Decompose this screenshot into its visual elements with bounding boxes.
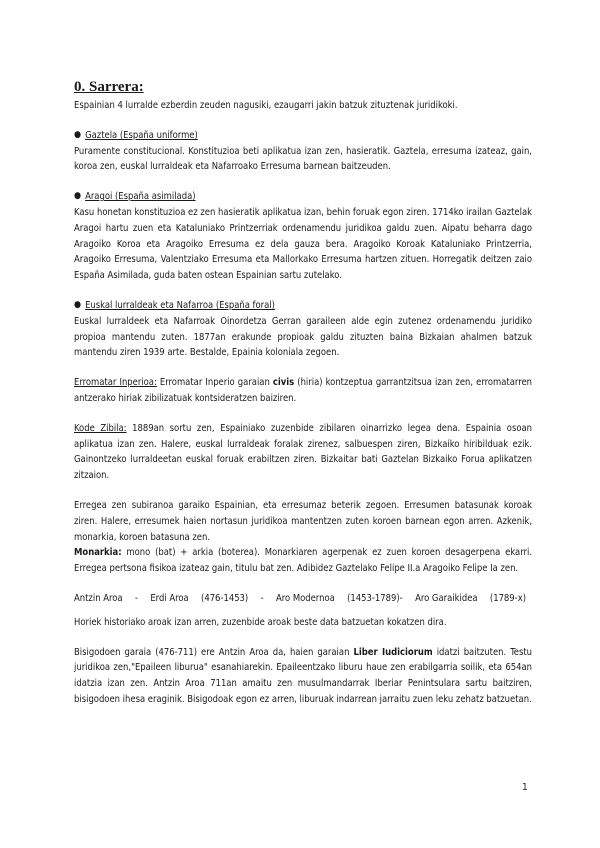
page-content <box>74 78 532 708</box>
age-item: (476-1453) <box>201 592 249 604</box>
roman-empire-text: Erromatar Inperio garaian <box>156 377 273 389</box>
intro-paragraph: Espainian 4 lurralde ezberdin zeuden nagusiki, ezaugarri jakin batzuk zituztenak juridikoki. <box>74 100 458 111</box>
section-heading-text: Gaztela (España uniforme) <box>85 129 198 141</box>
ages-note: Horiek historiako aroak izan arren, zuzenbide aroak beste data batzuetan kokatzen dira. <box>74 616 447 628</box>
monarchy-paragraph-2 <box>74 545 532 577</box>
historical-ages-line <box>74 591 526 607</box>
age-item: Aro Modernoa <box>275 592 335 604</box>
monarchy-text: mono (bat) + arkia (boterea). Monarkiaren agerpenak ez zuen koroen desagerpena ekarri. Erregea pertsona fisikoa izateaz gain, titulu bat zen. Adibidez Gaztelako Felipe II.a Aragoiko Felipe Ia zen. <box>74 547 532 575</box>
civis-term: civis <box>272 377 295 389</box>
liber-iudiciorum-term: Liber Iudiciorum <box>353 646 433 658</box>
civil-code-text: 1889an sortu zen, Espainiako zuzenbide zibilaren oinarrizko legea dena. Espainia osoan aplikatua izan zen. Halere, euskal lurraldeak foralak zirenez, salbuespen ziren, Bizkaiko hiribilduak ezik. Gainontzeko lurraldeetan euskal foruak erabiltzen ziren. Bizkaitar bati Gaztelan Bizkaiko Forua aplikatzen zitzaion. <box>74 422 533 482</box>
age-item: (1789-x) <box>489 592 526 604</box>
age-item: - <box>134 592 138 604</box>
section-heading-text: Euskal lurraldeak eta Nafarroa (España foral) <box>85 299 275 311</box>
page-number: 1 <box>522 782 528 793</box>
roman-empire-label: Erromatar Inperioa: <box>74 377 157 389</box>
age-item: Aro Garaikidea <box>415 592 478 604</box>
section-body-euskal: Euskal lurraldeek eta Nafarroak Oinordetza Gerran garaileen alde egin zutenez ordenamendu juridiko propioa mantendu zuten. 1877an erakunde propioak galdu zituzten baina Bizkaian ahalmen batzuk mantendu ziren 1939 arte. Bestalde, Epainia koloniala zegoen. <box>74 315 532 359</box>
visigoths-text: Bisigodoen garaia (476-711) ere Antzin Aroa da, haien garaian <box>74 646 354 658</box>
age-item: (1453-1789)- <box>347 592 403 604</box>
visigoths-paragraph <box>74 645 532 708</box>
age-item: Erdi Aroa <box>150 592 189 604</box>
roman-empire-text-rest: (hiria) kontzeptua garrantzitsua izan zen, erromatarren antzerako hiriak zibilizatuak kontsideratzen baiziren. <box>74 377 533 404</box>
roman-empire-paragraph <box>74 375 532 407</box>
section-heading-aragoi <box>74 189 532 205</box>
monarchy-paragraph-1: Erregea zen subiranoa garaiko Espainian, eta erresumaz beterik zegoen. Erresumen batasunak koroak ziren. Halere, erresumek haien nortasun juridikoa mantentzen zuten koroen barnean egon arren. Azkenik, monarkia, koroen batasuna zen. <box>74 499 532 543</box>
page-title: 0. Sarrera: <box>74 79 144 95</box>
visigoths-text-rest: idatzi baitzuten. Testu juridikoa zen,"Epaileen liburua" esanahiarekin. Epaileentzako liburu haue zen erabilgarria soilik, eta 654an idatzia izan zen. Antzin Aroa 711an amaitu zen musulmandarrak Iberiar Penintsulara sartu baitziren, bisigodoen ihesa eraginik. Bisigodoak egon ez arren, liburuak indarrean jarraitu zuen leku zehatz batzuetan. <box>74 646 533 705</box>
section-body-gaztela: Puramente constitucional. Konstituzioa beti aplikatua izan zen, hasieratik. Gaztela, erresuma izateaz, gain, koroa zen, euskal lurraldeak eta Nafarroako Erresuma barnean baitzeuden. <box>74 145 532 173</box>
civil-code-label: Kode Zibila: <box>74 422 127 434</box>
section-heading-text: Aragoi (España asimilada) <box>85 191 196 203</box>
section-body-aragoi: Kasu honetan konstituzioa ez zen hasieratik aplikatua izan, behin foruak egon ziren. 1714ko irailan Gaztelak Aragoi hartu zuen eta Kataluniako Printzerriak ordenamendu juridikoa galdu zuen. Aipatu beharra dago Aragoiko Koroa eta Aragoiko Erresuma ez dela gauza bera. Aragoiko Koroak Kataluniako Printzerria, Aragoiko Erresuma, Valentziako Erresuma eta Mallorkako Erresuma hartzen zituen. Horregatik deitzen zaio España Asimilada, guda baten ostean Espainian sartu zutelako. <box>74 206 532 282</box>
civil-code-paragraph <box>74 421 532 484</box>
age-item: Antzin Aroa <box>74 592 123 604</box>
age-item: - <box>260 592 264 604</box>
monarchy-label: Monarkia: <box>74 547 122 559</box>
section-heading-gaztela <box>74 128 532 144</box>
bullet-icon: ● <box>74 129 82 140</box>
bullet-icon: ● <box>74 191 82 202</box>
section-heading-euskal <box>74 298 532 314</box>
bullet-icon: ● <box>74 299 82 310</box>
